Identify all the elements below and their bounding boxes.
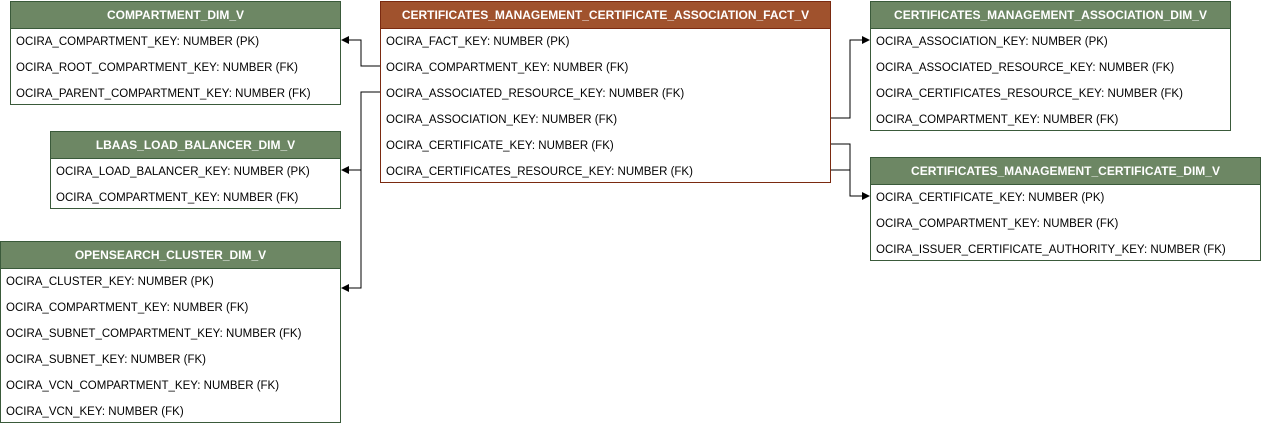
association-dim-table[interactable]: [870, 1, 1231, 131]
certificate-dim-table[interactable]: [870, 157, 1261, 261]
opensearch-dim-field: OCIRA_SUBNET_KEY: NUMBER (FK): [6, 354, 207, 366]
compartment-dim-title: COMPARTMENT_DIM_V: [11, 2, 340, 29]
fact-field: OCIRA_ASSOCIATED_RESOURCE_KEY: NUMBER (FK): [386, 88, 685, 100]
fact-field: OCIRA_FACT_KEY: NUMBER (PK): [386, 36, 570, 48]
association-dim-title: CERTIFICATES_MANAGEMENT_ASSOCIATION_DIM_V: [871, 2, 1230, 29]
compartment-dim-field: OCIRA_COMPARTMENT_KEY: NUMBER (PK): [16, 36, 260, 48]
opensearch-dim-field: OCIRA_CLUSTER_KEY: NUMBER (PK): [6, 276, 214, 288]
fact-field: OCIRA_CERTIFICATES_RESOURCE_KEY: NUMBER (FK): [386, 166, 693, 178]
certificate-dim-field: OCIRA_CERTIFICATE_KEY: NUMBER (PK): [876, 192, 1105, 204]
association-dim-field: OCIRA_CERTIFICATES_RESOURCE_KEY: NUMBER (FK): [876, 88, 1183, 100]
fact-table[interactable]: [380, 1, 831, 183]
association-dim-field: OCIRA_ASSOCIATION_KEY: NUMBER (PK): [876, 36, 1108, 48]
lbaas-dim-field: OCIRA_LOAD_BALANCER_KEY: NUMBER (PK): [56, 166, 310, 178]
fact-table-title: CERTIFICATES_MANAGEMENT_CERTIFICATE_ASSOCIATION_FACT_V: [381, 2, 830, 29]
lbaas-dim-title: LBAAS_LOAD_BALANCER_DIM_V: [51, 132, 340, 159]
compartment-dim-table[interactable]: [10, 1, 341, 105]
link-fact-to-compartment: [342, 40, 381, 66]
association-dim-field: OCIRA_ASSOCIATED_RESOURCE_KEY: NUMBER (FK): [876, 62, 1175, 74]
fact-field: OCIRA_COMPARTMENT_KEY: NUMBER (FK): [386, 62, 629, 74]
link-fact-resource-key-to-certificate: [830, 170, 850, 196]
opensearch-dim-field: OCIRA_SUBNET_COMPARTMENT_KEY: NUMBER (FK): [6, 328, 302, 340]
compartment-dim-field: OCIRA_ROOT_COMPARTMENT_KEY: NUMBER (FK): [16, 62, 298, 74]
lbaas-dim-field: OCIRA_COMPARTMENT_KEY: NUMBER (FK): [56, 192, 299, 204]
link-fact-to-opensearch: [342, 170, 361, 288]
link-fact-to-association: [830, 40, 869, 118]
compartment-dim-field: OCIRA_PARENT_COMPARTMENT_KEY: NUMBER (FK): [16, 88, 311, 100]
fact-field: OCIRA_CERTIFICATE_KEY: NUMBER (FK): [386, 140, 614, 152]
opensearch-dim-title: OPENSEARCH_CLUSTER_DIM_V: [1, 242, 340, 269]
association-dim-field: OCIRA_COMPARTMENT_KEY: NUMBER (FK): [876, 114, 1119, 126]
opensearch-dim-table[interactable]: [0, 241, 341, 423]
lbaas-dim-table[interactable]: [50, 131, 341, 209]
opensearch-dim-field: OCIRA_COMPARTMENT_KEY: NUMBER (FK): [6, 302, 249, 314]
fact-field: OCIRA_ASSOCIATION_KEY: NUMBER (FK): [386, 114, 618, 126]
opensearch-dim-field: OCIRA_VCN_COMPARTMENT_KEY: NUMBER (FK): [6, 380, 280, 392]
opensearch-dim-field: OCIRA_VCN_KEY: NUMBER (FK): [6, 406, 184, 418]
certificate-dim-title: CERTIFICATES_MANAGEMENT_CERTIFICATE_DIM_V: [871, 158, 1260, 185]
link-fact-to-lbaas: [342, 92, 381, 170]
certificate-dim-field: OCIRA_ISSUER_CERTIFICATE_AUTHORITY_KEY: NUMBER (FK): [876, 244, 1226, 256]
certificate-dim-field: OCIRA_COMPARTMENT_KEY: NUMBER (FK): [876, 218, 1119, 230]
